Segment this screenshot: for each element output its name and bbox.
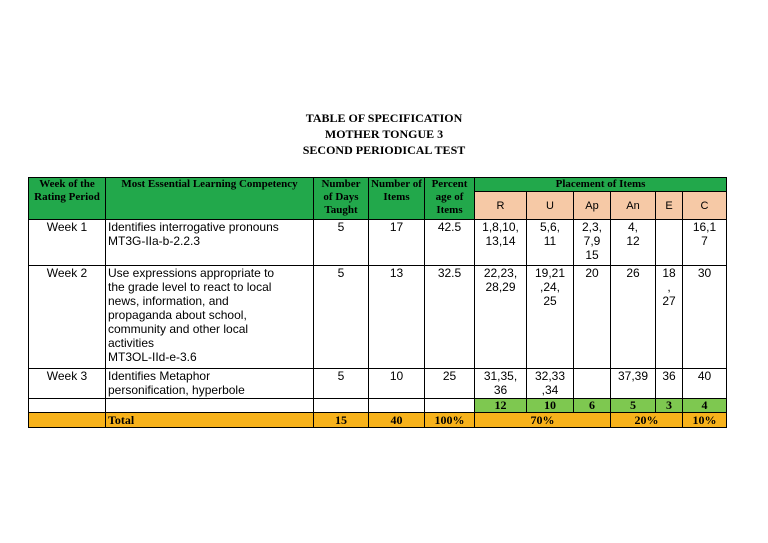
r-cell: 31,35, 36 <box>475 369 527 399</box>
competency-cell: Use expressions appropriate to the grade level to react to local news, information, and propaganda about school, community and other local activities MT3OL-IId-e-3.6 <box>106 266 314 369</box>
subtotal-c: 4 <box>683 399 727 413</box>
c-cell: 40 <box>683 369 727 399</box>
items-cell: 17 <box>369 220 425 266</box>
total-group-1: 70% <box>475 413 611 428</box>
empty-cell <box>369 399 425 413</box>
subtotal-e: 3 <box>656 399 683 413</box>
title-line-3: SECOND PERIODICAL TEST <box>302 143 466 157</box>
header-items: Number of Items <box>369 178 425 220</box>
an-cell: 4, 12 <box>611 220 656 266</box>
empty-cell <box>29 413 106 428</box>
days-cell: 5 <box>314 220 369 266</box>
subtotal-an: 5 <box>611 399 656 413</box>
total-days: 15 <box>314 413 369 428</box>
week-cell: Week 1 <box>29 220 106 266</box>
r-cell: 1,8,10, 13,14 <box>475 220 527 266</box>
empty-cell <box>425 399 475 413</box>
total-group-2: 20% <box>611 413 683 428</box>
header-row <box>29 178 727 192</box>
level-an: An <box>611 192 656 220</box>
subtotal-r: 12 <box>475 399 527 413</box>
days-cell: 5 <box>314 266 369 369</box>
table-row <box>29 266 727 369</box>
total-percent: 100% <box>425 413 475 428</box>
document-title <box>0 110 768 158</box>
title-line-1: TABLE OF SPECIFICATION <box>305 111 463 125</box>
u-cell: 32,33 ,34 <box>527 369 574 399</box>
header-days: Number of Days Taught <box>314 178 369 220</box>
week-cell: Week 2 <box>29 266 106 369</box>
competency-cell: Identifies interrogative pronouns MT3G-IIa-b-2.2.3 <box>106 220 314 266</box>
subtotal-ap: 6 <box>574 399 611 413</box>
ap-cell <box>574 369 611 399</box>
specification-table <box>28 177 727 428</box>
competency-cell: Identifies Metaphor personification, hyperbole <box>106 369 314 399</box>
an-cell: 26 <box>611 266 656 369</box>
header-percent: Percent age of Items <box>425 178 475 220</box>
u-cell: 19,21 ,24, 25 <box>527 266 574 369</box>
header-competency: Most Essential Learning Competency <box>106 178 314 220</box>
c-cell: 16,1 7 <box>683 220 727 266</box>
header-week: Week of the Rating Period <box>29 178 106 220</box>
level-c: C <box>683 192 727 220</box>
subtotal-row <box>29 399 727 413</box>
ap-cell: 20 <box>574 266 611 369</box>
header-placement: Placement of Items <box>475 178 727 192</box>
percent-cell: 25 <box>425 369 475 399</box>
table-row <box>29 369 727 399</box>
empty-cell <box>314 399 369 413</box>
percent-cell: 32.5 <box>425 266 475 369</box>
empty-cell <box>29 399 106 413</box>
total-group-3: 10% <box>683 413 727 428</box>
total-row <box>29 413 727 428</box>
table-row <box>29 220 727 266</box>
level-e: E <box>656 192 683 220</box>
total-items: 40 <box>369 413 425 428</box>
percent-cell: 42.5 <box>425 220 475 266</box>
ap-cell: 2,3, 7,9 15 <box>574 220 611 266</box>
subtotal-u: 10 <box>527 399 574 413</box>
empty-cell <box>106 399 314 413</box>
e-cell: 36 <box>656 369 683 399</box>
an-cell: 37,39 <box>611 369 656 399</box>
items-cell: 13 <box>369 266 425 369</box>
r-cell: 22,23, 28,29 <box>475 266 527 369</box>
level-u: U <box>527 192 574 220</box>
u-cell: 5,6, 11 <box>527 220 574 266</box>
total-label: Total <box>106 413 314 428</box>
level-r: R <box>475 192 527 220</box>
e-cell: 18 , 27 <box>656 266 683 369</box>
level-ap: Ap <box>574 192 611 220</box>
items-cell: 10 <box>369 369 425 399</box>
c-cell: 30 <box>683 266 727 369</box>
days-cell: 5 <box>314 369 369 399</box>
e-cell <box>656 220 683 266</box>
title-line-2: MOTHER TONGUE 3 <box>324 127 444 141</box>
week-cell: Week 3 <box>29 369 106 399</box>
